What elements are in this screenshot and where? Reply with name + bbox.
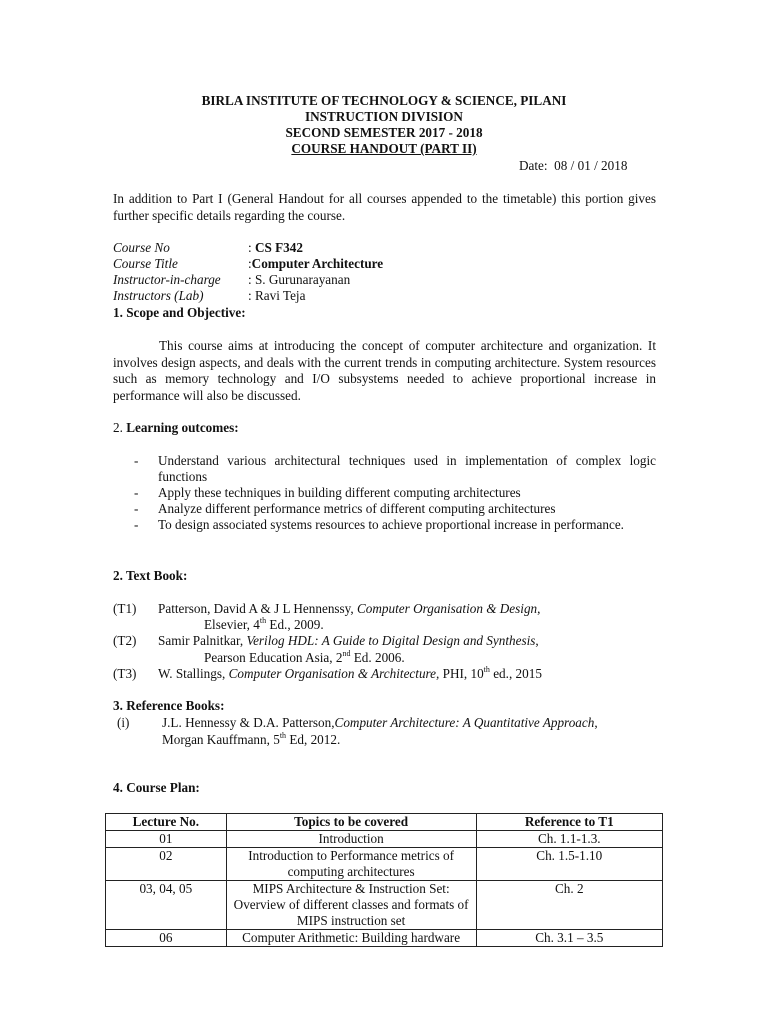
date-line xyxy=(519,158,627,174)
course-title-value: :Computer Architecture xyxy=(248,256,384,271)
outcomes-heading: 2. Learning outcomes: xyxy=(113,420,239,435)
course-title-label: Course Title xyxy=(113,256,178,271)
column-header: Reference to T1 xyxy=(476,814,662,831)
table-row xyxy=(106,930,663,947)
reference: Ch. 1.1-1.3. xyxy=(476,831,662,848)
outcome-item: Analyze different performance metrics of different computing architectures xyxy=(158,501,556,516)
lecture-no: 03, 04, 05 xyxy=(106,881,227,930)
date-label: Date: xyxy=(519,158,548,173)
lecture-no: 06 xyxy=(106,930,227,947)
table-header-row xyxy=(106,814,663,831)
date-value: 08 / 01 / 2018 xyxy=(554,158,628,173)
table-row xyxy=(106,881,663,930)
outcome-item: Understand various architectural techniques used in implementation of complex logic functions xyxy=(158,453,656,484)
reference-entry: J.L. Hennessy & D.A. Patterson,Computer Architecture: A Quantitative Approach, xyxy=(162,715,598,730)
topic: Introduction xyxy=(226,831,476,848)
reference: Ch. 3.1 – 3.5 xyxy=(476,930,662,947)
topic: Introduction to Performance metrics of computing architectures xyxy=(226,848,476,881)
instructor-in-charge-value: : S. Gurunarayanan xyxy=(248,272,351,287)
institute-name: BIRLA INSTITUTE OF TECHNOLOGY & SCIENCE, PILANI xyxy=(201,93,567,108)
bullet-dash: - xyxy=(134,501,139,516)
textbook-entry: Samir Palnitkar, Verilog HDL: A Guide to Digital Design and Synthesis, xyxy=(158,633,539,648)
textbook-tag: (T2) xyxy=(113,633,137,648)
reference: Ch. 2 xyxy=(476,881,662,930)
reference-tag: (i) xyxy=(117,715,130,730)
intro-paragraph: In addition to Part I (General Handout for all courses appended to the timetable) this portion gives further specific details regarding the course. xyxy=(113,191,656,223)
textbook-entry: Patterson, David A & J L Hennenssy, Computer Organisation & Design, xyxy=(158,601,541,616)
reference-heading: 3. Reference Books: xyxy=(113,698,225,713)
instructors-lab-value: : Ravi Teja xyxy=(248,288,306,303)
table-row xyxy=(106,848,663,881)
course-plan-table xyxy=(105,813,663,947)
bullet-dash: - xyxy=(134,453,139,468)
course-plan-heading: 4. Course Plan: xyxy=(113,780,200,795)
outcome-item: Apply these techniques in building different computing architectures xyxy=(158,485,521,500)
textbook-heading: 2. Text Book: xyxy=(113,568,188,583)
instructors-lab-label: Instructors (Lab) xyxy=(113,288,204,303)
scope-paragraph: This course aims at introducing the concept of computer architecture and organization. It involves design aspects, and deals with the current trends in computing architecture. System resources such as memory technology and I/O subsystems needed to achieve proportional increase in performance will also be discussed. xyxy=(113,338,656,403)
handout-title xyxy=(0,141,768,157)
textbook-publisher: Elsevier, 4th Ed., 2009. xyxy=(204,616,324,632)
outcome-item: To design associated systems resources to achieve proportional increase in performance. xyxy=(158,517,624,532)
scope-heading: 1. Scope and Objective: xyxy=(113,305,246,320)
reference-publisher: Morgan Kauffmann, 5th Ed, 2012. xyxy=(162,731,341,747)
topic: Computer Arithmetic: Building hardware xyxy=(226,930,476,947)
textbook-entry: W. Stallings, Computer Organisation & Architecture, PHI, 10th ed., 2015 xyxy=(158,665,542,681)
lecture-no: 01 xyxy=(106,831,227,848)
handout-title-text: COURSE HANDOUT (PART II) xyxy=(291,141,477,156)
instructor-in-charge-label: Instructor-in-charge xyxy=(113,272,221,287)
reference: Ch. 1.5-1.10 xyxy=(476,848,662,881)
table-row xyxy=(106,831,663,848)
textbook-publisher: Pearson Education Asia, 2nd Ed. 2006. xyxy=(204,649,405,665)
bullet-dash: - xyxy=(134,517,139,532)
course-no-value: : CS F342 xyxy=(248,240,303,255)
bullet-dash: - xyxy=(134,485,139,500)
lecture-no: 02 xyxy=(106,848,227,881)
course-no-label: Course No xyxy=(113,240,170,255)
column-header: Lecture No. xyxy=(106,814,227,831)
topic: MIPS Architecture & Instruction Set: Overview of different classes and formats of MIPS instruction set xyxy=(226,881,476,930)
division-name: INSTRUCTION DIVISION xyxy=(305,109,463,124)
textbook-tag: (T1) xyxy=(113,601,137,616)
semester: SECOND SEMESTER 2017 - 2018 xyxy=(285,125,483,140)
textbook-tag: (T3) xyxy=(113,666,137,681)
column-header: Topics to be covered xyxy=(226,814,476,831)
